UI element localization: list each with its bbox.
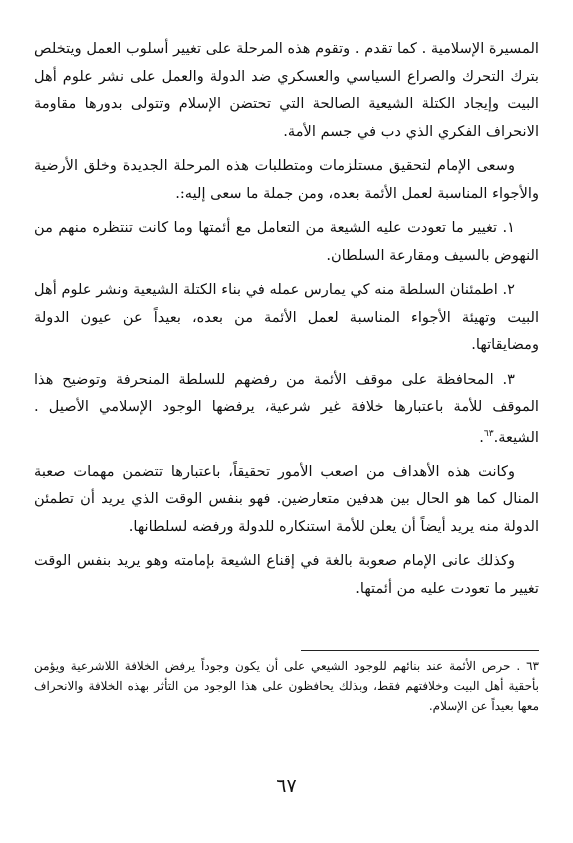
- footnote-reference[interactable]: ٦٣: [483, 428, 494, 439]
- footnote-divider: [301, 650, 539, 651]
- list-item-3: [34, 366, 539, 451]
- paragraph-4: وكذلك عانى الإمام صعوبة بالغة في إقناع الشيعة بإمامته وهو يريد بنفس الوقت تغيير ما تعودت عليه من أئمتها.: [34, 552, 539, 597]
- list-item-3-text: ٣. المحافظة على موقف الأئمة من رفضهم للسلطة المنحرفة وتوضيح هذا الموقف للأمة باعتبارها خلافة غير شرعية، يرفضها الوجود الإسلامي الأصيل . الشيعة.: [34, 370, 539, 446]
- footnote-reference-suffix: .: [479, 428, 484, 446]
- footnotes: [34, 656, 539, 716]
- page-number: ٦٧: [276, 775, 297, 797]
- list-item-1: ١. تغيير ما تعودت عليه الشيعة من التعامل مع أئمتها وما كانت تنتظره منهم من النهوض بالسيف ومقارعة السلطان.: [34, 219, 539, 264]
- paragraph-2: وسعى الإمام لتحقيق مستلزمات ومتطلبات هذه المرحلة الجديدة وخلق الأرضية والأجواء المناسبة لعمل الأئمة بعده، ومن جملة ما سعى إليه:.: [34, 157, 539, 202]
- paragraph-1: المسيرة الإسلامية . كما تقدم . وتقوم هذه المرحلة على تغيير أسلوب العمل ويتخلص بترك التحرك والصراع السياسي والعسكري ضد الدولة والعمل على نشر علوم أهل البيت وإيجاد الكتلة الشيعية الصالحة التي تحتضن الإسلام وتتولى بدورها مقاومة الانحراف الفكري الذي دب في جسم الأمة.: [34, 40, 539, 140]
- paragraph-3: وكانت هذه الأهداف من اصعب الأمور تحقيقاً، باعتبارها تتضمن مهمات صعبة المنال كما هو الحال بين هدفين متعارضين. فهو بنفس الوقت الذي يريد أن تطمئن الدولة منه يريد أيضاً أن يعلن للأمة استنكاره للدولة ورفضه لسلطانها.: [34, 462, 539, 535]
- footnote-63: ٦٣ . حرص الأئمة عند بنائهم للوجود الشيعي على أن يكون وجوداً يرفض الخلافة اللاشرعية ويؤمن بأحقية أهل البيت وخلافتهم فقط، وبذلك يحافظون على هذا الوجود من التأثر بهذه الخلافة والانحراف معها بعيداً عن الإسلام.: [34, 659, 539, 713]
- list-item-2: ٢. اطمئنان السلطة منه كي يمارس عمله في بناء الكتلة الشيعية ونشر علوم أهل البيت وتهيئة الأجواء المناسبة لعمل الأئمة من بعده، بعيداً عن عيون الدولة ومضايقاتها.: [34, 281, 539, 353]
- page-body: [34, 35, 539, 602]
